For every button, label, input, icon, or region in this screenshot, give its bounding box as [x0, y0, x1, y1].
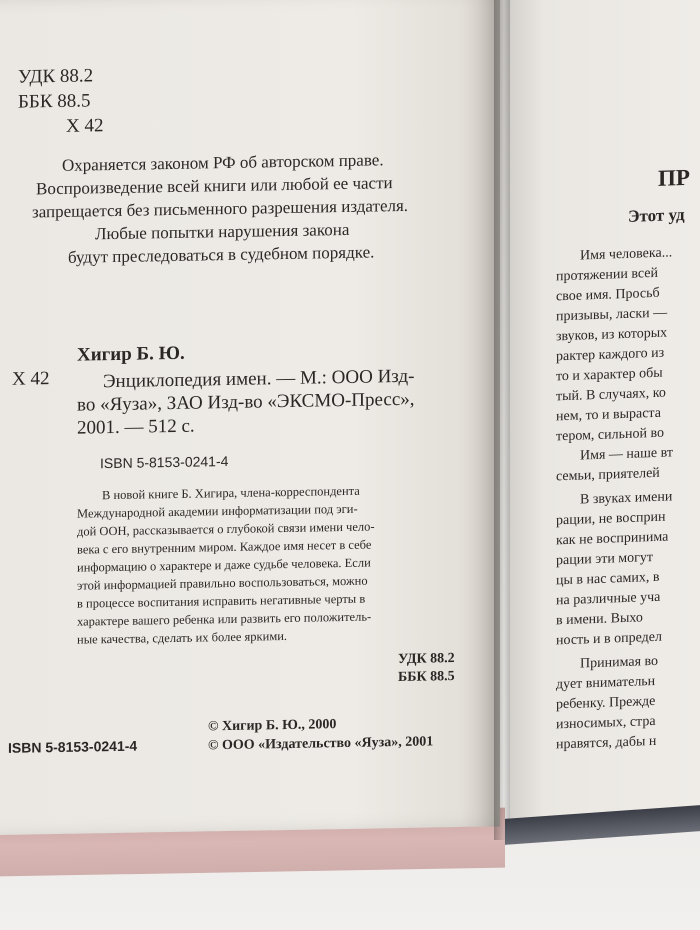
isbn-bottom: ISBN 5-8153-0241-4 [8, 737, 138, 756]
right-page-line: износимых, стра [556, 713, 656, 733]
annotation-line: В новой книге Б. Хигира, члена-корреспондента [102, 483, 360, 503]
right-page-line: Имя человека... [580, 245, 673, 264]
right-page-line: на различные уча [556, 589, 661, 609]
right-page-line: в имени. Выхо [556, 610, 643, 629]
udk-bottom: УДК 88.2 [398, 651, 455, 668]
right-page-line: семьи, приятелей [556, 465, 660, 485]
annotation-line: информацию о характере и даже судьбе человека. Если [77, 555, 371, 575]
copyright-notice-line: запрещается без письменного разрешения издателя. [32, 195, 409, 222]
right-page-line: протяжении всей [556, 265, 658, 285]
right-page-line: рации эти могут [556, 550, 654, 569]
right-page-heading: ПР [658, 164, 690, 191]
right-page-line: ребенку. Прежде [556, 693, 656, 713]
right-page-line: В звуках имени [580, 489, 673, 508]
right-page-subheading: Этот уд [628, 204, 685, 226]
annotation-line: века с его внутренним миром. Каждое имя несет в себе [77, 537, 372, 557]
author-name: Хигир Б. Ю. [77, 342, 185, 366]
right-page-line: как не воспринима [556, 529, 669, 549]
copyright-notice-line: Любые попытки нарушения закона [95, 219, 350, 244]
bibliographic-line: Энциклопедия имен. — М.: ООО Изд- [103, 365, 415, 393]
bibliographic-line: 2001. — 512 с. [77, 415, 195, 439]
author-mark: Х 42 [66, 115, 104, 137]
copyright-notice-line: Воспроизведение всей книги или любой ее части [36, 173, 393, 199]
right-page-line: Имя — наше вт [580, 445, 673, 464]
copyright-notice-line: Охраняется законом РФ об авторском праве. [62, 150, 384, 175]
annotation-line: в процессе воспитания исправить негативные черты в [77, 591, 366, 611]
right-page-line: звуков, из которых [556, 325, 668, 345]
right-page-line: тером, сильной во [556, 425, 665, 445]
right-page-line: тый. В случаях, ко [556, 385, 666, 405]
copyright-notice-line: будут преследоваться в судебном порядке. [68, 242, 375, 267]
annotation-line: ные качества, сделать их более яркими. [77, 628, 288, 647]
bibliographic-line: во «Яуза», ЗАО Изд-во «ЭКСМО-Пресс», [77, 388, 415, 416]
bbk-bottom: ББК 88.5 [398, 669, 455, 686]
right-page-line: рации, не восприн [556, 509, 666, 529]
annotation-line: Международной академии информатизации под эги- [77, 501, 358, 521]
right-page-line: дует внимательн [556, 673, 656, 693]
right-page-line: Принимая во [580, 653, 659, 672]
copyright-publisher: © ООО «Издательство «Яуза», 2001 [208, 734, 434, 754]
annotation-line: дой ООН, рассказывается о глубокой связи имени чело- [77, 519, 375, 539]
annotation-line: этой информацией правильно воспользоваться, можно [77, 573, 368, 593]
right-page-line: призывы, ласки — [556, 305, 668, 325]
right-page-line: нравятся, дабы н [556, 733, 657, 753]
copyright-author: © Хигир Б. Ю., 2000 [208, 717, 337, 735]
right-page-line: нем, то и выраста [556, 405, 661, 425]
call-number: Х 42 [12, 368, 50, 390]
right-page-line: цы в нас самих, в [556, 569, 660, 589]
right-page-line: рактер каждого из [556, 345, 665, 365]
right-page-line: свое имя. Просьб [556, 285, 660, 305]
right-page-line: ность и в определ [556, 629, 663, 649]
right-page [510, 0, 700, 825]
isbn-inline: ISBN 5-8153-0241-4 [100, 453, 229, 472]
bbk-code: ББК 88.5 [18, 90, 91, 113]
udk-code: УДК 88.2 [18, 65, 94, 88]
right-page-line: то и характер обы [556, 365, 663, 385]
annotation-line: характере вашего ребенка или развить его положитель- [77, 609, 372, 629]
